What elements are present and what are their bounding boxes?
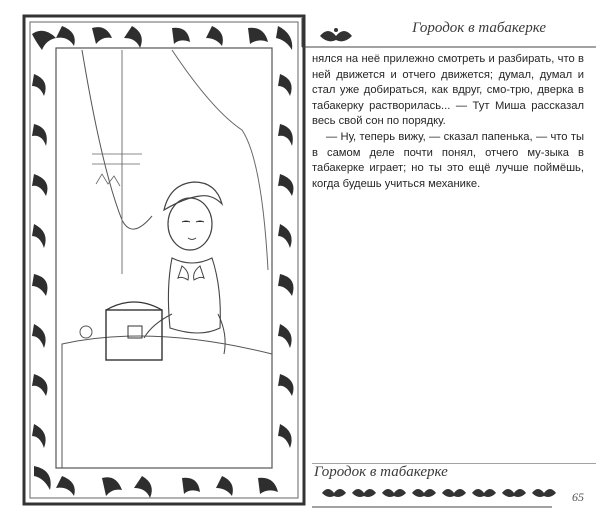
paragraph-2: — Ну, теперь вижу, — сказал папенька, — что ты в самом деле почти понял, отчего му-зыка в табакерке играет; но ты это ещё лучше поймёшь, когда будешь учиться механике. — [312, 130, 584, 190]
page-header — [300, 14, 596, 48]
running-title: Городок в табакерке — [412, 20, 546, 36]
page-number: 65 — [572, 490, 584, 504]
page-footer — [312, 463, 596, 509]
illustration-frame — [22, 14, 306, 506]
footer-running-title: Городок в табакерке — [314, 464, 448, 480]
body-text — [312, 52, 584, 192]
girl-with-music-box-illustration-icon — [22, 14, 306, 506]
paragraph-1: нялся на неё прилежно смотреть и разбирать, что в ней движется и отчего движется; думал, думал и стал уже добираться, как вдруг, смо-трю, дверка в табакерку растворилась... — Тут Миша рассказал весь свой сон по порядку. — [312, 53, 584, 128]
